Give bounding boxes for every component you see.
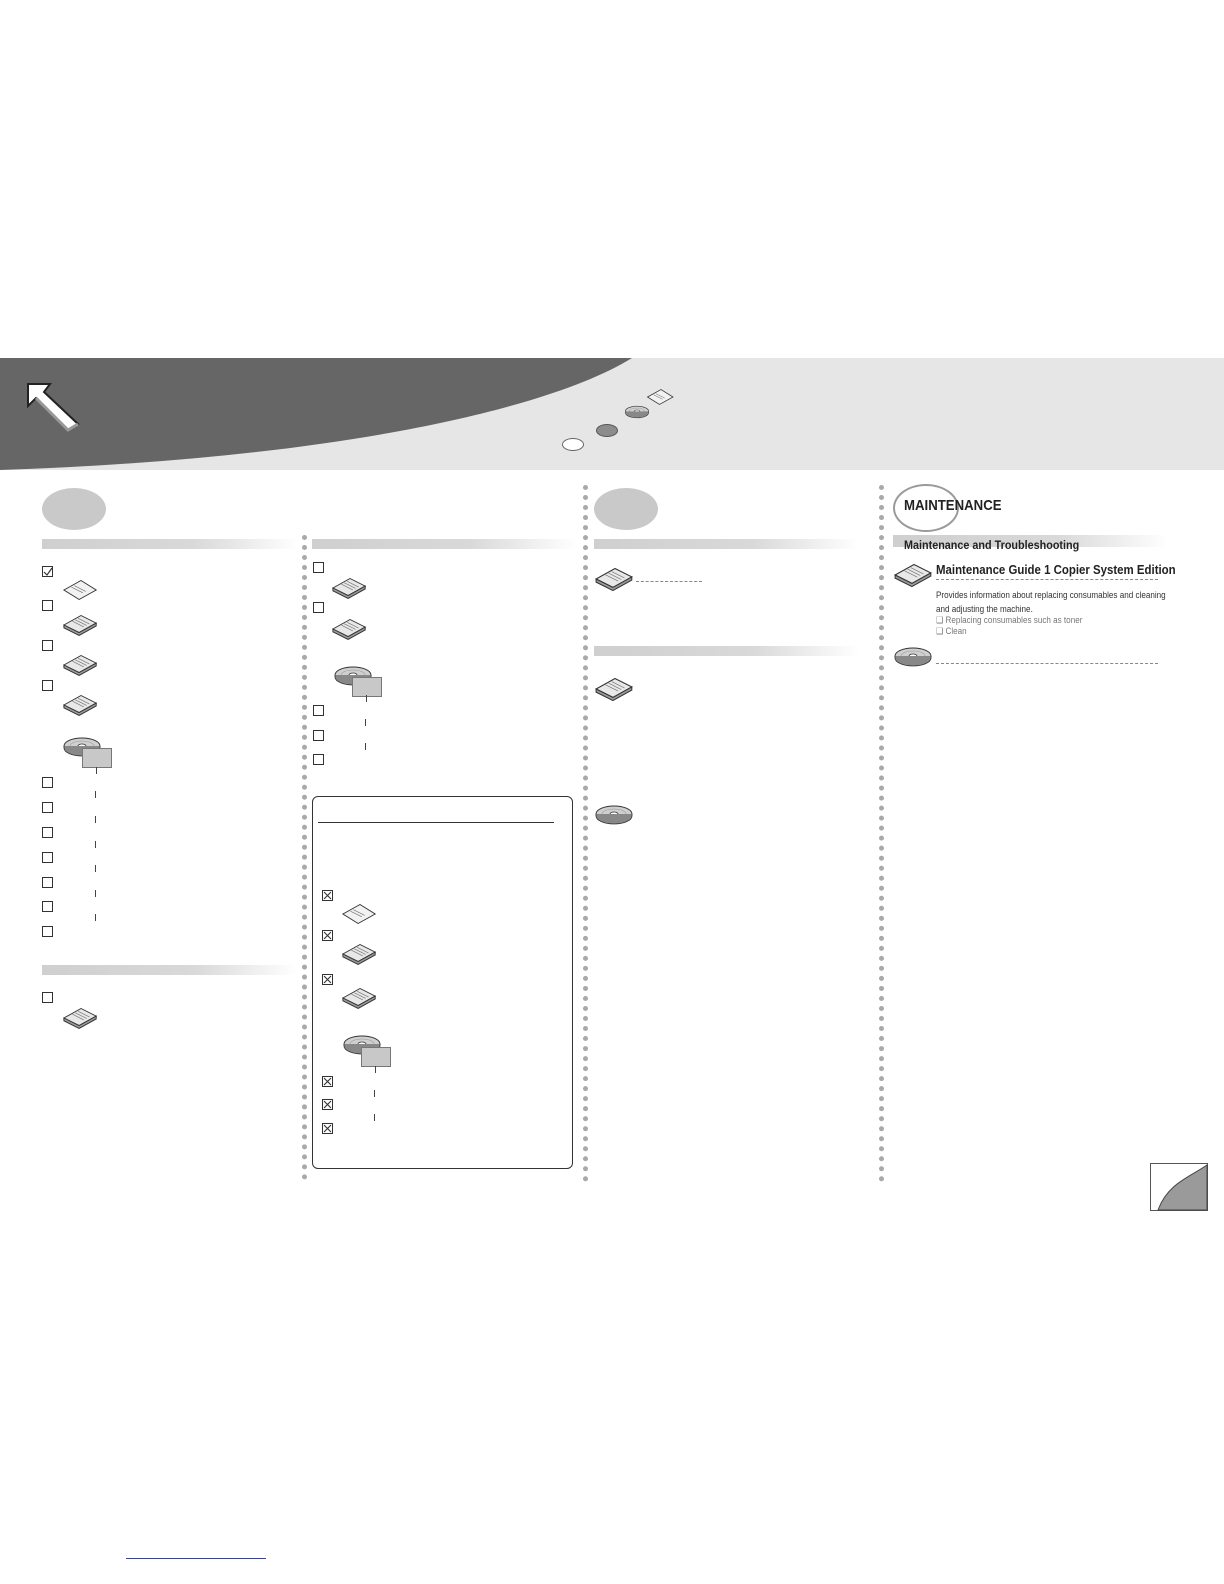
sheet-icon — [341, 902, 379, 931]
footer-link-line — [126, 1558, 266, 1559]
info-panel — [312, 796, 573, 1169]
book-icon — [594, 676, 636, 707]
book-icon — [62, 1006, 100, 1035]
section-bar — [594, 539, 859, 549]
book-icon — [331, 576, 369, 605]
tick-mark — [95, 914, 96, 921]
checkbox-icon — [313, 602, 324, 613]
dashed-line — [636, 581, 702, 582]
page-corner-icon — [1150, 1163, 1208, 1211]
tick-mark — [95, 890, 96, 897]
book-icon — [62, 693, 100, 722]
checkbox-icon — [42, 852, 53, 863]
checkbox-icon — [322, 973, 334, 991]
panel-rule — [318, 822, 554, 823]
checkbox-icon — [322, 1075, 334, 1093]
tick-mark — [374, 1090, 375, 1097]
checkbox-icon — [42, 802, 53, 813]
cd-icon — [624, 404, 650, 425]
sheet-icon — [646, 386, 676, 413]
checkbox-icon — [42, 992, 53, 1003]
cd-icon — [594, 803, 634, 832]
column-divider — [302, 535, 307, 1180]
section-circle — [594, 488, 658, 530]
cd-label-box — [352, 677, 382, 697]
dot-icon — [562, 438, 584, 451]
checkbox-icon — [42, 565, 54, 583]
sheet-icon — [62, 578, 100, 607]
checkbox-icon — [42, 901, 53, 912]
checkbox-icon — [42, 777, 53, 788]
section-bar — [42, 539, 297, 549]
list-bullet-icon: ❑ — [936, 626, 946, 636]
checkbox-icon — [42, 680, 53, 691]
column-divider — [879, 485, 884, 1182]
dashed-line — [936, 663, 1158, 664]
book-icon — [62, 613, 100, 642]
section-bar — [312, 539, 577, 549]
checkbox-icon — [313, 562, 324, 573]
tick-mark — [374, 1114, 375, 1121]
tick-mark — [366, 695, 367, 702]
checkbox-icon — [42, 877, 53, 888]
tick-mark — [365, 719, 366, 726]
dashed-line — [936, 579, 1158, 580]
tick-mark — [95, 816, 96, 823]
arrow-logo-icon — [24, 380, 82, 432]
tick-mark — [95, 791, 96, 798]
cd-label-box — [82, 748, 112, 768]
section-circle — [42, 488, 106, 530]
checkbox-icon — [313, 754, 324, 765]
dot-icon — [596, 424, 618, 437]
checkbox-icon — [42, 926, 53, 937]
checkbox-icon — [313, 705, 324, 716]
book-icon — [331, 617, 369, 646]
book-icon — [594, 566, 636, 597]
manual-list-item: ❑ Replacing consumables such as toner — [936, 615, 1083, 625]
tick-mark — [95, 865, 96, 872]
checkbox-icon — [322, 929, 334, 947]
book-icon — [341, 986, 379, 1015]
checkbox-icon — [42, 827, 53, 838]
book-icon — [341, 942, 379, 971]
section-bar — [42, 965, 297, 975]
book-icon — [893, 562, 935, 593]
book-icon — [62, 653, 100, 682]
manual-list-item: ❑ Clean — [936, 626, 967, 636]
checkbox-icon — [42, 600, 53, 611]
cd-label-box — [361, 1047, 391, 1067]
checkbox-icon — [322, 889, 334, 907]
tick-mark — [375, 1066, 376, 1073]
column-divider — [583, 485, 588, 1182]
checkbox-icon — [313, 730, 324, 741]
manual-title: Maintenance Guide 1 Copier System Edition — [936, 562, 1176, 577]
tick-mark — [95, 841, 96, 848]
manual-description: Provides information about replacing consumables and cleaning and adjusting the machine. — [936, 590, 1166, 614]
header-banner — [0, 358, 1224, 470]
cd-icon — [893, 645, 933, 674]
list-bullet-icon: ❑ — [936, 615, 946, 625]
checkbox-icon — [42, 640, 53, 651]
section-bar — [594, 646, 859, 656]
section-subheading: Maintenance and Troubleshooting — [904, 538, 1080, 552]
checkbox-icon — [322, 1098, 334, 1116]
tick-mark — [365, 743, 366, 750]
checkbox-icon — [322, 1122, 334, 1140]
section-heading: MAINTENANCE — [904, 497, 1002, 514]
tick-mark — [96, 767, 97, 774]
